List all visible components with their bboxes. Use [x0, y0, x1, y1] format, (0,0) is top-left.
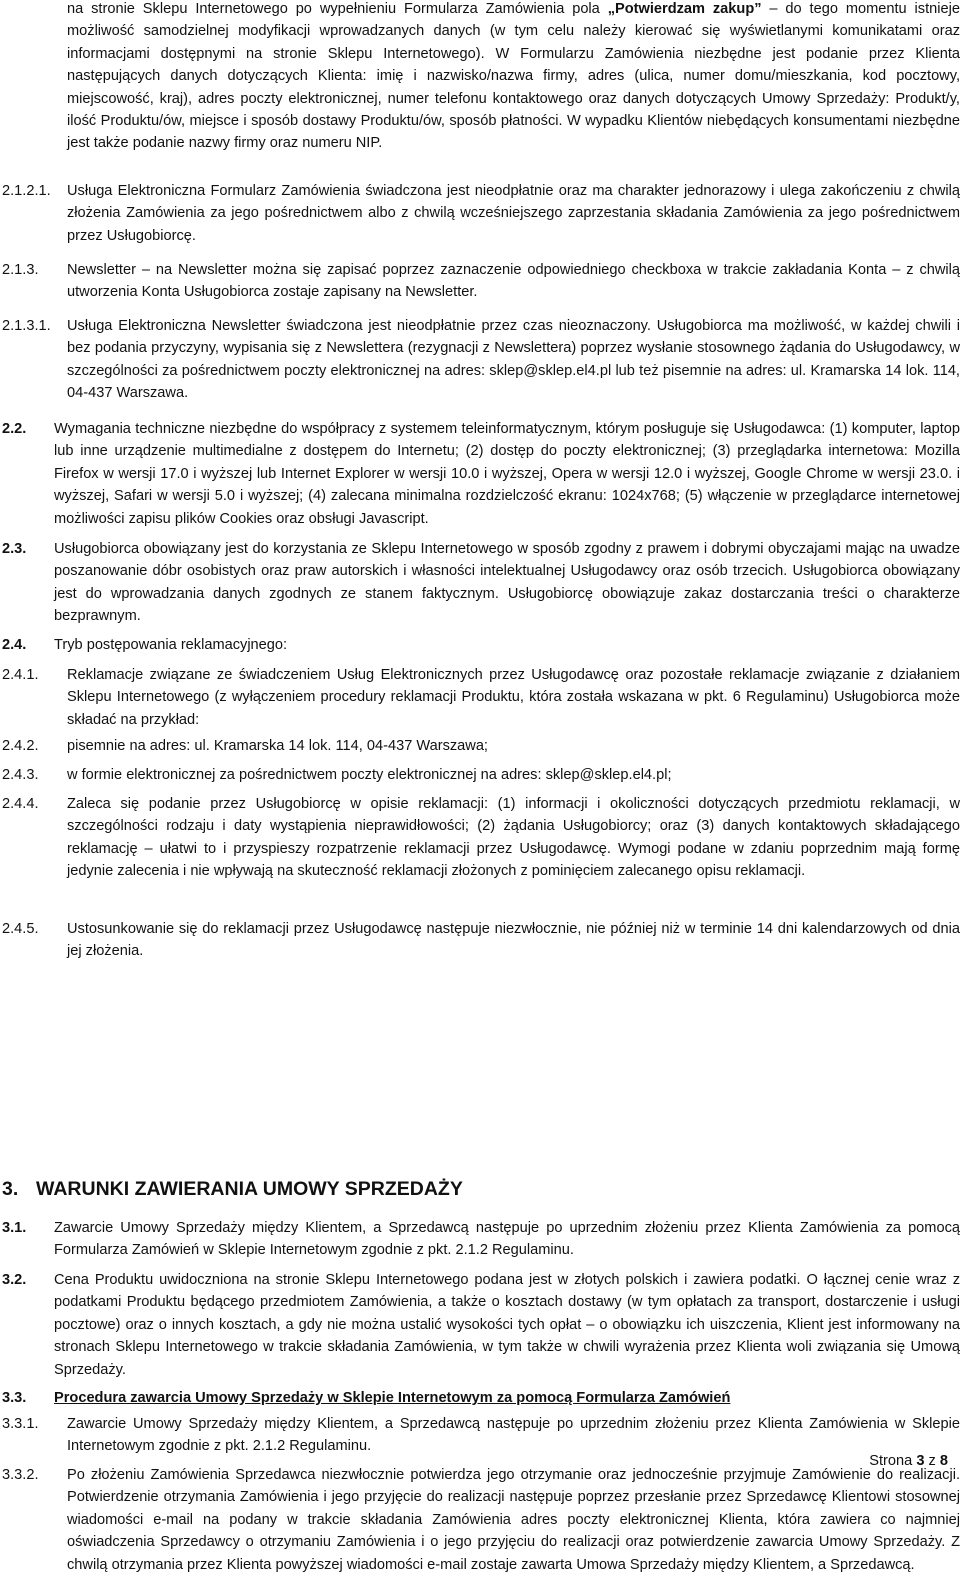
section-3-3-2 [0, 1464, 960, 1576]
confirm-purchase-label: „Potwierdzam zakup” [607, 1, 762, 17]
section-text: Zaleca się podanie przez Usługobiorcę w opisie reklamacji: (1) informacji i okoliczności dotyczących przedmiotu reklamacji, w szczególności rodzaju i daty wystąpienia nieprawidłowości; (2) żądania Usługobiorcy; oraz (3) danych kontaktowych składającego reklamację – ułatwi to i przyspieszy rozpatrzenie reklamacji przez Usługodawcę. Wymogi podane w zdaniu poprzednim mają formę jedynie zalecenia i nie wpływają na skuteczność reklamacji złożonych z pominięciem zalecanego opisu reklamacji. [67, 796, 960, 880]
section-number: 2.4.4. [2, 796, 39, 812]
section-number: 2.1.2.1. [2, 183, 51, 199]
section-number: 2.4.2. [2, 738, 39, 754]
section-3-3 [0, 1387, 960, 1409]
section-number: 2.4.5. [2, 921, 39, 937]
section-text: Wymagania techniczne niezbędne do współpracy z systemem teleinformatycznym, którym posługuje się Usługodawca: (1) komputer, laptop lub inne urządzenie multimedialne z dostępem do Internetu; (2) dostęp do poczty elektronicznej; (3) przeglądarka internetowa: Mozilla Firefox w wersji 17.0 i wyższej lub Internet Explorer w wersji 10.0 i wyższej, Opera w wersji 12.0 i wyższej, Google Chrome w wersji 23.0. i wyższej, Safari w wersji 5.0 i wyższej; (4) zalecana minimalna rozdzielczość ekranu: 1024x768; (5) włączenie w przeglądarce internetowej możliwości zapisu plików Cookies oraz obsługi Javascript. [54, 421, 960, 527]
section-number: 3.3.1. [2, 1416, 39, 1432]
section-title-underlined: Procedura zawarcia Umowy Sprzedaży w Sklepie Internetowym za pomocą Formularza Zamówień [54, 1390, 731, 1406]
section-text: Po złożeniu Zamówienia Sprzedawca niezwłocznie potwierdza jego otrzymanie oraz jednocześnie przyjmuje Zamówienie do realizacji. Potwierdzenie otrzymania Zamówienia i jego przyjęcie do realizacji następuje poprzez przesłanie przez Sprzedawcę Klientowi stosownej wiadomości e-mail na podany w trakcie składania Zamówienia adres poczty elektronicznej Klienta, która zawiera co najmniej oświadczenia Sprzedawcy o otrzymaniu Zamówienia i o jego przyjęciu do realizacji oraz potwierdzenie zawarcia Umowy Sprzedaży. Z chwilą otrzymania przez Klienta powyższej wiadomości e-mail zostaje zawarta Umowa Sprzedaży między Klientem, a Sprzedawcą. [67, 1467, 960, 1573]
section-number: 3.3. [2, 1390, 27, 1406]
page-label: Strona [869, 1453, 913, 1469]
section-2-4-4 [0, 793, 960, 883]
section-number: 3.1. [2, 1220, 27, 1236]
section-2-4-2 [0, 735, 960, 757]
intro-text-rest: – do tego momentu istnieje możliwość samodzielnej modyfikacji wprowadzanych danych (w tym celu należy kierować się wyświetlanymi komunikatami oraz informacjami dostępnymi na stronie Sklepu Internetowego). W Formularzu Zamówienia niezbędne jest podanie przez Klienta następujących danych dotyczących Klienta: imię i nazwisko/nazwa firmy, adres (ulica, numer domu/mieszkania, kod pocztowy, miejscowość, kraj), adres poczty elektronicznej, numer telefonu kontaktowego oraz danych dotyczących Umowy Sprzedaży: Produkt/y, ilość Produktu/ów, miejsce i sposób dostawy Produktu/ów, sposób płatności. W wypadku Klientów niebędących konsumentami niezbędne jest także podanie nazwy firmy oraz numeru NIP. [67, 1, 960, 152]
section-3-1 [0, 1217, 960, 1262]
heading-title: WARUNKI ZAWIERANIA UMOWY SPRZEDAŻY [36, 1178, 463, 1200]
section-2-2 [0, 418, 960, 530]
section-number: 2.3. [2, 541, 27, 557]
page-of: z [928, 1453, 936, 1469]
section-number: 2.1.3. [2, 262, 39, 278]
section-text: Reklamacje związane ze świadczeniem Usług Elektronicznych przez Usługodawcę oraz pozostałe reklamacje związanie z działaniem Sklepu Internetowego (z wyłączeniem procedury reklamacji Produktu, która została wskazana w pkt. 6 Regulaminu) Usługobiorca może składać na przykład: [67, 667, 960, 728]
section-text: Newsletter – na Newsletter można się zapisać poprzez zaznaczenie odpowiedniego checkboxa w trakcie zakładania Konta – z chwilą utworzenia Konta Usługobiorca zostaje zapisany na Newsletter. [67, 262, 960, 301]
section-number: 2.2. [2, 421, 27, 437]
intro-text-start: na stronie Sklepu Internetowego po wypełnieniu Formularza Zamówienia pola [67, 1, 608, 17]
section-2-1-3-1 [0, 315, 960, 405]
section-number: 3.2. [2, 1272, 27, 1288]
section-text: Usługobiorca obowiązany jest do korzystania ze Sklepu Internetowego w sposób zgodny z prawem i dobrymi obyczajami mając na uwadze poszanowanie dóbr osobistych oraz praw autorskich i własności intelektualnej Usługodawcy oraz osób trzecich. Usługobiorca obowiązany jest do wprowadzania danych zgodnych ze stanem faktycznym. Usługobiorcę obowiązuje zakaz dostarczania treści o charakterze bezprawnym. [54, 541, 960, 625]
section-2-4-5 [0, 918, 960, 963]
section-number: 3.3.2. [2, 1467, 39, 1483]
section-text: Zawarcie Umowy Sprzedaży między Klientem, a Sprzedawcą następuje po uprzednim złożeniu przez Klienta Zamówienia za pomocą Formularza Zamówień w Sklepie Internetowym zgodnie z pkt. 2.1.2 Regulaminu. [54, 1220, 960, 1259]
section-3-heading [2, 1176, 463, 1202]
section-3-2 [0, 1269, 960, 1381]
page-current: 3 [916, 1453, 925, 1469]
section-2-1-2-1 [0, 180, 960, 247]
section-2-4 [0, 634, 960, 656]
section-number: 2.4.3. [2, 767, 39, 783]
section-number: 2.4. [2, 637, 27, 653]
section-text: Tryb postępowania reklamacyjnego: [54, 637, 288, 653]
section-text: w formie elektronicznej za pośrednictwem poczty elektronicznej na adres: sklep@sklep.el4.pl; [67, 767, 672, 783]
section-number: 2.1.3.1. [2, 318, 51, 334]
intro-paragraph [67, 0, 960, 155]
page-footer [869, 1451, 948, 1471]
section-text: Ustosunkowanie się do reklamacji przez Usługodawcę następuje niezwłocznie, nie później niż w terminie 14 dni kalendarzowych od dnia jej złożenia. [67, 921, 960, 960]
section-text: pisemnie na adres: ul. Kramarska 14 lok. 114, 04-437 Warszawa; [67, 738, 488, 754]
heading-number: 3. [2, 1178, 19, 1200]
section-text: Zawarcie Umowy Sprzedaży między Klientem, a Sprzedawcą następuje po uprzednim złożeniu przez Klienta Zamówienia w Sklepie Internetowym zgodnie z pkt. 2.1.2 Regulaminu. [67, 1416, 960, 1455]
section-text: Usługa Elektroniczna Newsletter świadczona jest nieodpłatnie przez czas nieoznaczony. Usługobiorca ma możliwość, w każdej chwili i bez podania przyczyny, wypisania się z Newslettera (rezygnacji z Newslettera) poprzez wysłanie stosownego żądania do Usługodawcy, w szczególności za pośrednictwem poczty elektronicznej na adres: sklep@sklep.el4.pl lub też pisemnie na adres: ul. Kramarska 14 lok. 114, 04-437 Warszawa. [67, 318, 960, 402]
section-text: Usługa Elektroniczna Formularz Zamówienia świadczona jest nieodpłatnie oraz ma charakter jednorazowy i ulega zakończeniu z chwilą złożenia Zamówienia za jego pośrednictwem albo z chwilą wcześniejszego zaprzestania składania Zamówienia za jego pośrednictwem przez Usługobiorcę. [67, 183, 960, 244]
page-total: 8 [939, 1453, 948, 1469]
section-text: Cena Produktu uwidoczniona na stronie Sklepu Internetowego podana jest w złotych polskich i zawiera podatki. O łącznej cenie wraz z podatkami Produktu będącego przedmiotem Zamówienia, a także o kosztach dostawy (w tym opłatach za transport, dostarczenie i usługi pocztowe) oraz o innych kosztach, a gdy nie można ustalić wysokości tych opłat – o obowiązku ich uiszczenia, Klient jest informowany na stronach Sklepu Internetowego w trakcie składania Zamówienia, w tym także w chwili wyrażenia przez Klienta woli związania się Umową Sprzedaży. [54, 1272, 960, 1378]
section-2-4-3 [0, 764, 960, 786]
section-2-3 [0, 538, 960, 628]
section-2-4-1 [0, 664, 960, 731]
section-number: 2.4.1. [2, 667, 39, 683]
section-3-3-1 [0, 1413, 960, 1458]
section-2-1-3 [0, 259, 960, 304]
